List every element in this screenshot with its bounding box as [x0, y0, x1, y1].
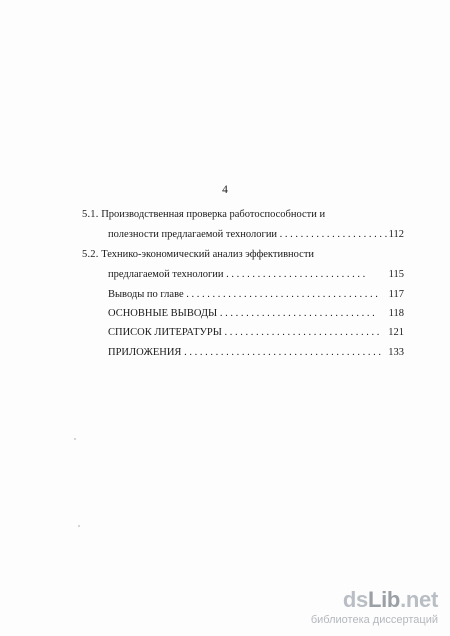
- scan-speck: [78, 525, 80, 527]
- toc-entry-title: полезности предлагаемой технологии . . . . . . . . . . . . . . . . . . . . .: [108, 229, 388, 240]
- toc-section-number: 5.2.: [82, 249, 99, 260]
- toc-entry-appendices: [108, 346, 404, 360]
- toc-entry-title: ОСНОВНЫЕ ВЫВОДЫ . . . . . . . . . . . . . . . . . . . . . . . . . . . . . .: [108, 308, 375, 319]
- toc-page-ref: 112: [388, 229, 404, 240]
- toc-page-ref: 118: [388, 308, 404, 319]
- toc-entry-references: [108, 326, 404, 340]
- scan-speck: [74, 438, 76, 440]
- toc-entry-5-2: [82, 248, 378, 262]
- toc-entry-title: ПРИЛОЖЕНИЯ . . . . . . . . . . . . . . . . . . . . . . . . . . . . . . . . . . . . . .: [108, 347, 381, 358]
- toc-entry-5-2-continued: [108, 268, 404, 282]
- toc-entry-title: Технико-экономический анализ эффективности: [101, 249, 315, 260]
- toc-page-ref: 133: [388, 347, 404, 358]
- page-number: 4: [222, 184, 228, 196]
- watermark-logo: dsLib.net: [342, 587, 438, 612]
- toc-entry-5-1-continued: [108, 228, 404, 242]
- toc-entry-title: СПИСОК ЛИТЕРАТУРЫ . . . . . . . . . . . . . . . . . . . . . . . . . . . . . .: [108, 327, 380, 338]
- toc-entry-chapter-conclusions: [108, 288, 404, 302]
- toc-page-ref: 117: [388, 289, 404, 300]
- toc-entry-title: Производственная проверка работоспособности и: [101, 209, 326, 220]
- toc-entry-main-conclusions: [108, 307, 404, 321]
- toc-page-ref: 115: [388, 269, 404, 280]
- toc-entry-title: предлагаемой технологии . . . . . . . . . . . . . . . . . . . . . . . . . . .: [108, 269, 366, 280]
- toc-section-number: 5.1.: [82, 209, 99, 220]
- watermark: [293, 588, 438, 632]
- toc-page-ref: 121: [388, 327, 404, 338]
- toc-entry-title: Выводы по главе . . . . . . . . . . . . . . . . . . . . . . . . . . . . . . . . . . . . .: [108, 289, 378, 300]
- toc-entry-5-1: [82, 208, 378, 222]
- watermark-caption: библиотека диссертаций: [310, 614, 438, 626]
